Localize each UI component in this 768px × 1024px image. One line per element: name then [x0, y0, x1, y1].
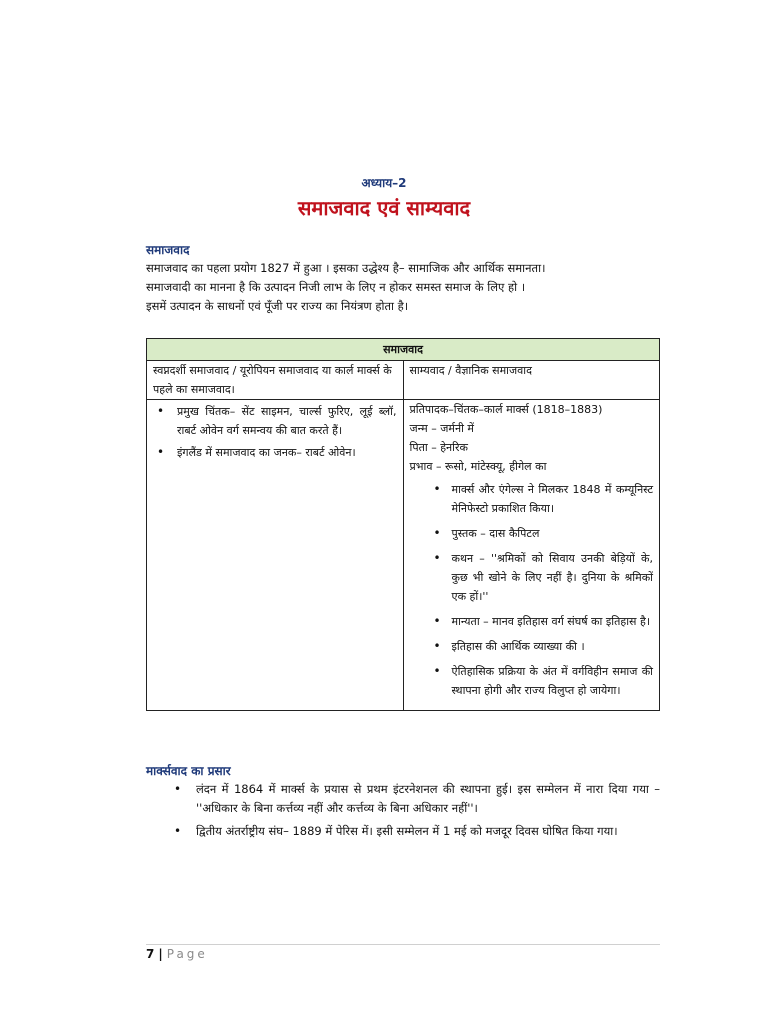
- page-number: 7: [146, 947, 155, 961]
- list-item: • मान्यता – मानव इतिहास वर्ग संघर्ष का इतिहास है।: [452, 612, 654, 631]
- section-heading-socialism: समाजवाद: [146, 243, 190, 257]
- chapter-title: समाजवाद एवं साम्यवाद: [297, 196, 471, 220]
- section-heading-marxism-spread: मार्क्सवाद का प्रसार: [146, 764, 231, 778]
- list-item: • कथन – ''श्रमिकों को सिवाय उनकी बेड़ियों के, कुछ भी खोने के लिए नहीं है। दुनिया के श्रमिकों एक हों।'': [452, 549, 654, 606]
- chapter-label: अध्याय–2: [361, 176, 407, 190]
- list-item: • ऐतिहासिक प्रक्रिया के अंत में वर्गविहीन समाज की स्थापना होगी और राज्य विलुप्त हो जायेगा।: [452, 662, 654, 700]
- marxism-bullet-list: [146, 780, 660, 845]
- influence-line: प्रभाव – रूसो, मांटेस्क्यू, हीगेल का: [409, 460, 547, 473]
- footer-separator: |: [158, 947, 163, 961]
- birth-line: जन्म – जर्मनी में: [409, 422, 474, 435]
- page-word: Page: [166, 947, 208, 961]
- footer-divider: [146, 944, 660, 945]
- list-item: • लंदन में 1864 में मार्क्स के प्रयास से प्रथम इंटरनेशनल की स्थापना हुई। इस सम्मेलन में नारा दिया गया – ''अधिकार के बिना कर्त्तव्य नहीं और कर्त्तव्य के बिना अधिकार नहीं''।: [196, 780, 660, 818]
- intro-paragraph: [146, 259, 660, 316]
- table-right-header: साम्यवाद / वैज्ञानिक समाजवाद: [403, 361, 660, 400]
- list-item: • मार्क्स और एंगेल्स ने मिलकर 1848 में कम्यूनिस्ट मेनिफेस्टो प्रकाशित किया।: [452, 480, 654, 518]
- list-item: • इंगलैंड में समाजवाद का जनक– राबर्ट ओवेन।: [177, 443, 397, 462]
- page-footer: [146, 947, 208, 961]
- father-line: पिता – हेनरिक: [409, 441, 468, 454]
- list-item: • इतिहास की आर्थिक व्याख्या की ।: [452, 637, 654, 656]
- paragraph-line: समाजवादी का मानना है कि उत्पादन निजी लाभ के लिए न होकर समस्त समाज के लिए हो ।: [146, 280, 526, 294]
- left-bullet-list: [153, 402, 397, 462]
- table-left-header: स्वप्नदर्शी समाजवाद / यूरोपियन समाजवाद या कार्ल मार्क्स के पहले का समाजवाद।: [147, 361, 404, 400]
- list-item: • पुस्तक – दास कैपिटल: [452, 524, 654, 543]
- right-bullet-list: [410, 480, 654, 700]
- table-left-cell: [147, 400, 404, 711]
- table-right-cell: [403, 400, 660, 711]
- paragraph-line: समाजवाद का पहला प्रयोग 1827 में हुआ । इसका उद्धेश्य है– सामाजिक और आर्थिक समानता।: [146, 261, 546, 275]
- comparison-table: [146, 338, 660, 711]
- list-item: • द्वितीय अंतर्राष्ट्रीय संघ– 1889 में पेरिस में। इसी सम्मेलन में 1 मई को मजदूर दिवस घोषित किया गया।: [196, 822, 660, 841]
- proponent-line: प्रतिपादक–चिंतक–कार्ल मार्क्स (1818–1883): [409, 403, 603, 416]
- paragraph-line: इसमें उत्पादन के साधनों एवं पूँजी पर राज्य का नियंत्रण होता है।: [146, 299, 409, 313]
- table-title: समाजवाद: [147, 339, 660, 361]
- list-item: • प्रमुख चिंतक– सेंट साइमन, चार्ल्स फुरिए, लूई ब्लॉ, राबर्ट ओवेन वर्ग समन्वय की बात करते हैं।: [177, 402, 397, 440]
